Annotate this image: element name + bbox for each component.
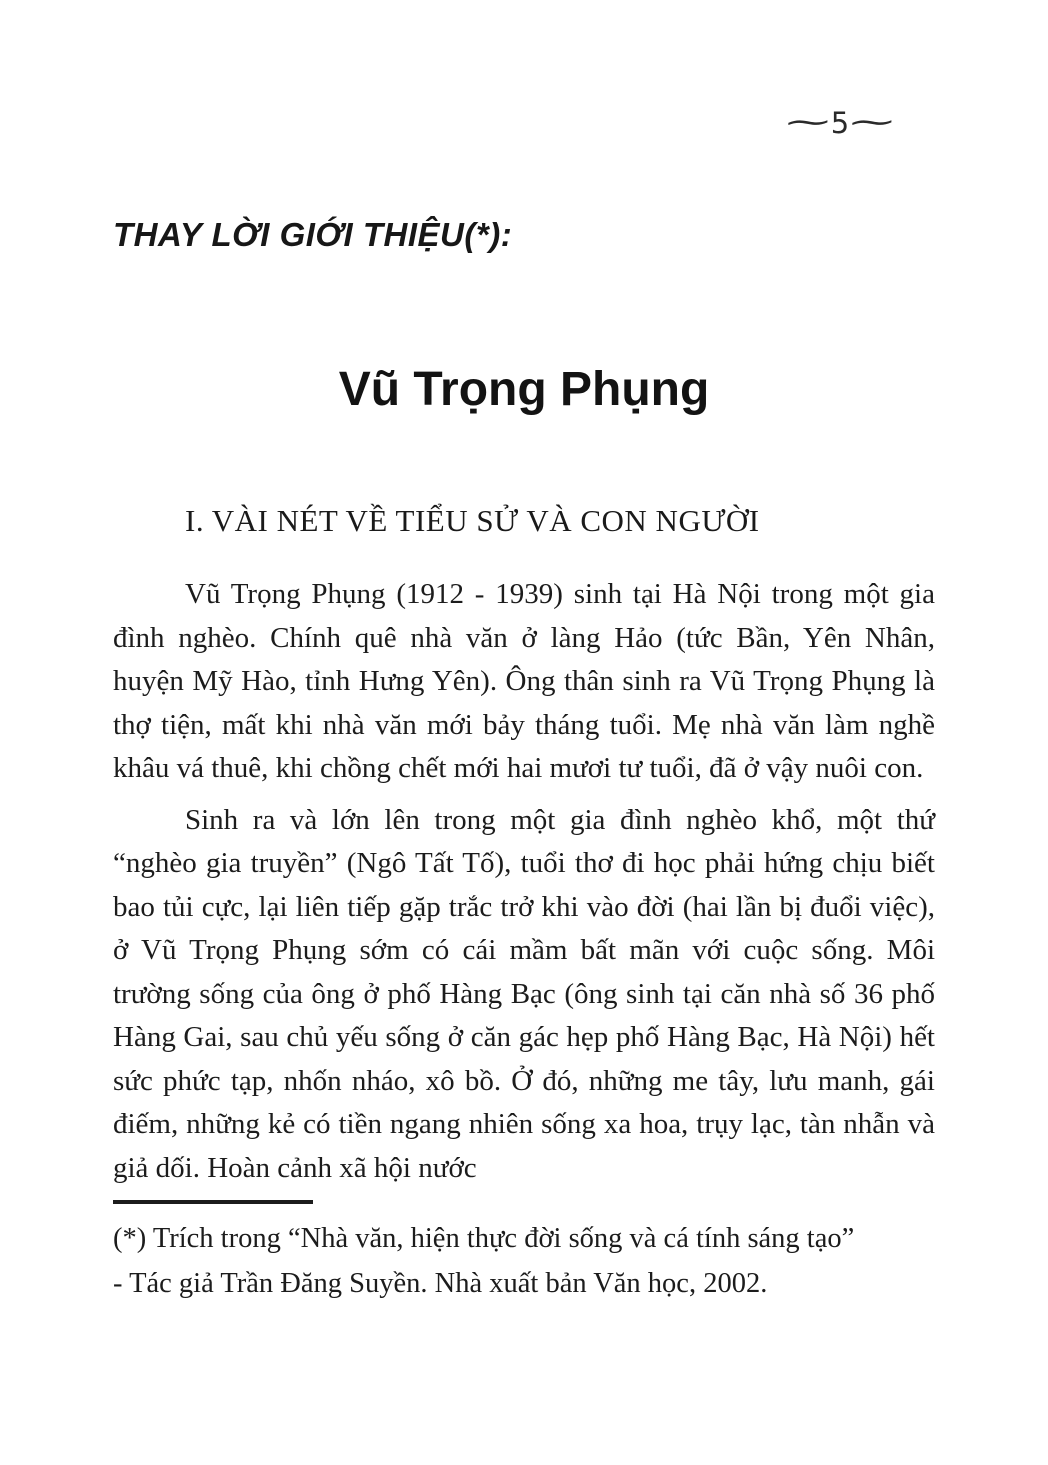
swash-ornament-right-icon: ∼ <box>845 105 899 141</box>
swash-ornament-left-icon: ∼ <box>781 105 835 141</box>
body-text <box>113 573 935 1190</box>
page-number <box>113 100 935 142</box>
footnote-divider <box>113 1200 313 1204</box>
body-paragraph: Vũ Trọng Phụng (1912 - 1939) sinh tại Hà Nội trong một gia đình nghèo. Chính quê nhà văn ở làng Hảo (tức Bần, Yên Nhân, huyện Mỹ Hào, tỉnh Hưng Yên). Ông thân sinh ra Vũ Trọng Phụng là thợ tiện, mất khi nhà văn mới bảy tháng tuổi. Mẹ nhà văn làm nghề khâu vá thuê, khi chồng chết mới hai mươi tư tuổi, đã ở vậy nuôi con. <box>113 578 935 784</box>
page-title: Vũ Trọng Phụng <box>338 363 710 416</box>
page-number-value: 5 <box>830 106 850 141</box>
section-heading: I. VÀI NÉT VỀ TIỂU SỬ VÀ CON NGƯỜI <box>185 503 760 538</box>
footnote-line: (*) Trích trong “Nhà văn, hiện thực đời sống và cá tính sáng tạo” <box>113 1223 855 1254</box>
footnote <box>113 1200 935 1306</box>
intro-label: THAY LỜI GIỚI THIỆU(*): <box>113 216 513 253</box>
body-paragraph: Sinh ra và lớn lên trong một gia đình nghèo khổ, một thứ “nghèo gia truyền” (Ngô Tất Tố), tuổi thơ đi học phải hứng chịu biết bao tủi cực, lại liên tiếp gặp trắc trở khi vào đời (hai lần bị đuổi việc), ở Vũ Trọng Phụng sớm có cái mầm bất mãn với cuộc sống. Môi trường sống của ông ở phố Hàng Bạc (ông sinh tại căn nhà số 36 phố Hàng Gai, sau chủ yếu sống ở căn gác hẹp phố Hàng Bạc, Hà Nội) hết sức phức tạp, nhốn nháo, xô bồ. Ở đó, những me tây, lưu manh, gái điếm, những kẻ có tiền ngang nhiên sống xa hoa, trụy lạc, tàn nhẫn và giả dối. Hoàn cảnh xã hội nước <box>113 803 935 1184</box>
footnote-line: - Tác giả Trần Đăng Suyền. Nhà xuất bản Văn học, 2002. <box>113 1268 768 1299</box>
